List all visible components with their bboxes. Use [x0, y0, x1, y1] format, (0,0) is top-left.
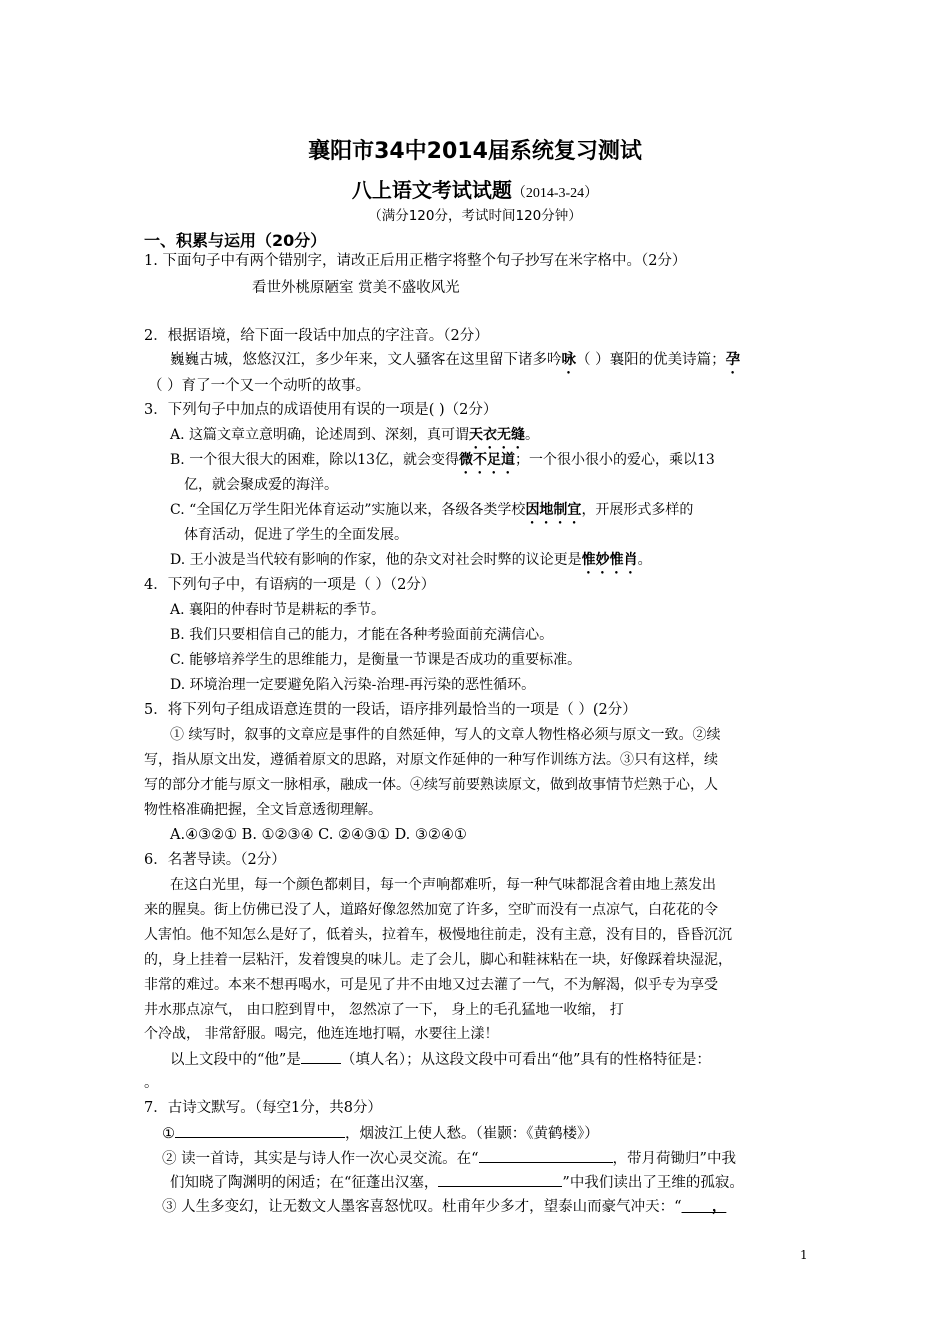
q5-paragraph-line: 物性格准确把握，全文旨意透彻理解。	[144, 802, 382, 818]
answer-blank[interactable]	[175, 1123, 345, 1138]
q7-text: ，烟波江上使人愁。（崔颢：《黄鹤楼》）	[345, 1126, 599, 1142]
q3-option-b-cont: 亿，就会聚成爱的海洋。	[184, 477, 338, 493]
q6-passage-line: 非常的难过。本来不想再喝水，可是见了井不由地又过去灌了一气，不为解渴，似乎专为享受	[144, 977, 718, 993]
q7-item-3	[162, 1197, 726, 1217]
item-number: ①	[162, 1126, 175, 1142]
exam-date: （2014-3-24）	[511, 186, 599, 201]
dotted-idiom: 惟妙惟肖	[581, 552, 638, 568]
q3-option-c	[170, 500, 693, 527]
answer-blank[interactable]	[438, 1172, 562, 1187]
q5-paragraph-line: 写，指从原文出发，遵循着原文的思路，对原文作延伸的一种写作训练方法。③只有这样，续	[144, 752, 718, 768]
q6-question-text: （填人名）；从这段文段中可看出“他”具有的性格特征是：	[340, 1052, 711, 1068]
q7-item-1	[162, 1123, 599, 1144]
q7-text: ”中我们读出了王维的孤寂。	[562, 1175, 744, 1191]
q7-item-2-cont	[170, 1172, 744, 1193]
q3-stem: 3．下列句子中加点的成语使用有误的一项是( )（2分）	[144, 402, 498, 418]
q6-passage-line: 个冷战， 非常舒服。喝完，他连连地打嗝，水要往上漾！	[144, 1026, 499, 1042]
q6-question-text: 以上文段中的“他”是	[170, 1052, 301, 1068]
q6-question	[170, 1049, 711, 1070]
q5-stem: 5．将下列句子组成语意连贯的一段话，语序排列最恰当的一项是（ ）(2分）	[144, 702, 637, 718]
q6-question-end: 。	[144, 1075, 159, 1091]
q2-stem: 2．根据语境，给下面一段话中加点的字注音。（2分）	[144, 328, 489, 344]
document-title: 襄阳市34中2014届系统复习测试	[308, 139, 642, 164]
answer-blank[interactable]	[301, 1049, 341, 1064]
q6-passage-line: 在这白光里，每一个颜色都刺目，每一个声响都难听，每一种气味都混含着由地上蒸发出	[170, 877, 716, 893]
option-text: B. 一个很大很大的困难，除以13亿，就会变得	[170, 452, 460, 468]
q2-text: （ ）襄阳的优美诗篇；	[576, 352, 726, 368]
q3-option-b	[170, 450, 715, 477]
q4-option-b: B. 我们只要相信自己的能力，才能在各种考验面前充满信心。	[170, 627, 554, 643]
option-text: D. 王小波是当代较有影响的作家，他的杂文对社会时弊的议论更是	[170, 552, 582, 568]
q6-passage-line: 人害怕。他不知怎么是好了，低着头，拉着车，极慢地往前走，没有主意，没有目的，昏昏沉沉	[144, 927, 732, 943]
exam-title	[0, 174, 950, 203]
dotted-idiom: 微不足道	[459, 452, 516, 468]
option-text: ，开展形式多样的	[581, 502, 694, 518]
q7-text: ② 读一首诗，其实是与诗人作一次心灵交流。在“	[162, 1151, 479, 1167]
q6-stem: 6．名著导读。（2分）	[144, 852, 286, 868]
q4-option-d: D. 环境治理一定要避免陷入污染-治理-再污染的恶性循环。	[170, 677, 536, 693]
dotted-idiom: 因地制宜	[525, 502, 582, 518]
page-number: 1	[800, 1248, 808, 1262]
dotted-char: 孕	[725, 351, 741, 368]
option-text: 。	[637, 552, 652, 568]
q2-line1	[170, 350, 740, 377]
q3-option-c-cont: 体育活动，促进了学生的全面发展。	[184, 527, 408, 543]
q1-stem: 1. 下面句子中有两个错别字，请改正后用正楷字将整个句子抄写在米字格中。（2分）	[144, 253, 687, 269]
option-text: ；一个很小很小的爱心，乘以13	[515, 452, 715, 468]
q5-paragraph-line: 写的部分才能与原文一脉相承，融成一体。④续写前要熟读原文，做到故事情节烂熟于心，人	[144, 777, 718, 793]
q6-passage-line: 的，身上挂着一层粘汗，发着馊臭的味儿。走了会儿，脚心和鞋袜粘在一块，好像踩着块湿泥，	[144, 952, 732, 968]
option-text: C. “全国亿万学生阳光体育运动”实施以来，各级各类学校	[170, 502, 526, 518]
q3-option-a	[170, 425, 539, 452]
answer-blank[interactable]	[479, 1148, 613, 1163]
option-text: A. 这篇文章立意明确，论述周到、深刻，真可谓	[170, 427, 470, 443]
q7-stem: 7．古诗文默写。（每空1分，共8分）	[144, 1100, 382, 1116]
q2-line2: （ ）育了一个又一个动听的故事。	[148, 378, 371, 394]
answer-blank[interactable]: ，	[681, 1198, 727, 1215]
q7-text: ③ 人生多变幻，让无数文人墨客喜怒忧叹。杜甫年少多才，望泰山而豪气冲天：“	[162, 1199, 682, 1215]
q6-passage-line: 井水那点凉气， 由口腔到胃中， 忽然凉了一下， 身上的毛孔猛地一收缩， 打	[144, 1002, 624, 1018]
option-text: 。	[525, 427, 540, 443]
q4-stem: 4．下列句子中，有语病的一项是（ ）（2分）	[144, 577, 436, 593]
q3-option-d	[170, 550, 652, 577]
q4-option-c: C. 能够培养学生的思维能力，是衡量一节课是否成功的重要标准。	[170, 652, 582, 668]
q5-paragraph-line: ① 续写时，叙事的文章应是事件的自然延伸，写人的文章人物性格必须与原文一致。②续	[170, 727, 721, 743]
dotted-char: 咏	[561, 351, 576, 368]
q6-passage-line: 来的腥臭。街上仿佛已没了人，道路好像忽然加宽了许多，空旷而没有一点凉气，白花花的令	[144, 902, 718, 918]
q5-options: A.④③②① B. ①②③④ C. ②④③① D. ③②④①	[170, 827, 467, 843]
q1-sentence: 看世外桃原陋室 赏美不盛收风光	[252, 280, 460, 296]
dotted-idiom: 天衣无缝	[469, 427, 526, 443]
q7-text: ，带月荷锄归”中我	[612, 1151, 736, 1167]
q7-text: 们知晓了陶渊明的闲适；在“征蓬出汉塞，	[170, 1175, 439, 1191]
q4-option-a: A. 襄阳的仲春时节是耕耘的季节。	[170, 602, 386, 618]
q2-text: 巍巍古城，悠悠汉江，多少年来，文人骚客在这里留下诸多吟	[170, 352, 562, 368]
q7-item-2	[162, 1148, 736, 1169]
section-heading: 一、积累与运用（20分）	[144, 231, 327, 250]
exam-subtitle: （满分120分，考试时间120分钟）	[368, 208, 582, 224]
exam-title-text: 八上语文考试试题	[351, 178, 512, 202]
